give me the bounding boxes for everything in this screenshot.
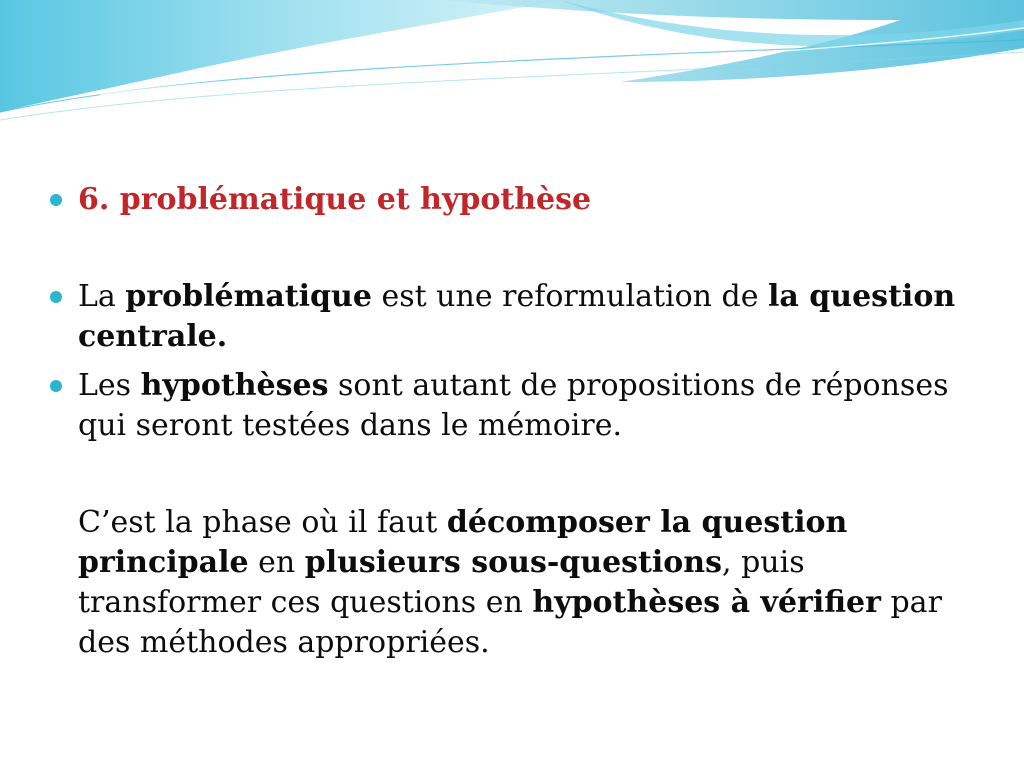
text-run: Les — [78, 368, 141, 403]
bullet-dot-icon — [50, 380, 62, 392]
text-run: , puis transformer ces questions en — [78, 545, 805, 620]
text-run: par des méthodes appropriées. — [78, 585, 942, 660]
bullet-text — [78, 366, 983, 446]
bold-run: problématique — [125, 279, 372, 314]
bullet-dot-icon — [50, 194, 62, 206]
text-run: en — [248, 545, 305, 580]
bold-run: plusieurs sous-questions — [304, 545, 723, 580]
text-run: sont autant de propositions de réponses qui seront testées dans le mémoire. — [78, 368, 949, 443]
paragraph-text — [78, 503, 983, 663]
bold-run: hypothèses — [140, 368, 329, 403]
wave-band-left — [0, 0, 560, 112]
text-run: La — [78, 279, 126, 314]
bold-run: décomposer la question principale — [78, 505, 848, 580]
bold-run: hypothèses à vérifier — [532, 585, 881, 620]
bullet-text — [78, 277, 983, 357]
slide-heading: 6. problématique et hypothèse — [78, 182, 592, 217]
bold-run: la question centrale. — [78, 279, 956, 354]
heading-text — [78, 180, 983, 220]
text-run: C’est la phase où il faut — [78, 505, 447, 540]
bullet-dot-icon — [50, 291, 62, 303]
decorative-wave-banner — [0, 0, 1024, 130]
text-run: est une reformulation de — [371, 279, 769, 314]
